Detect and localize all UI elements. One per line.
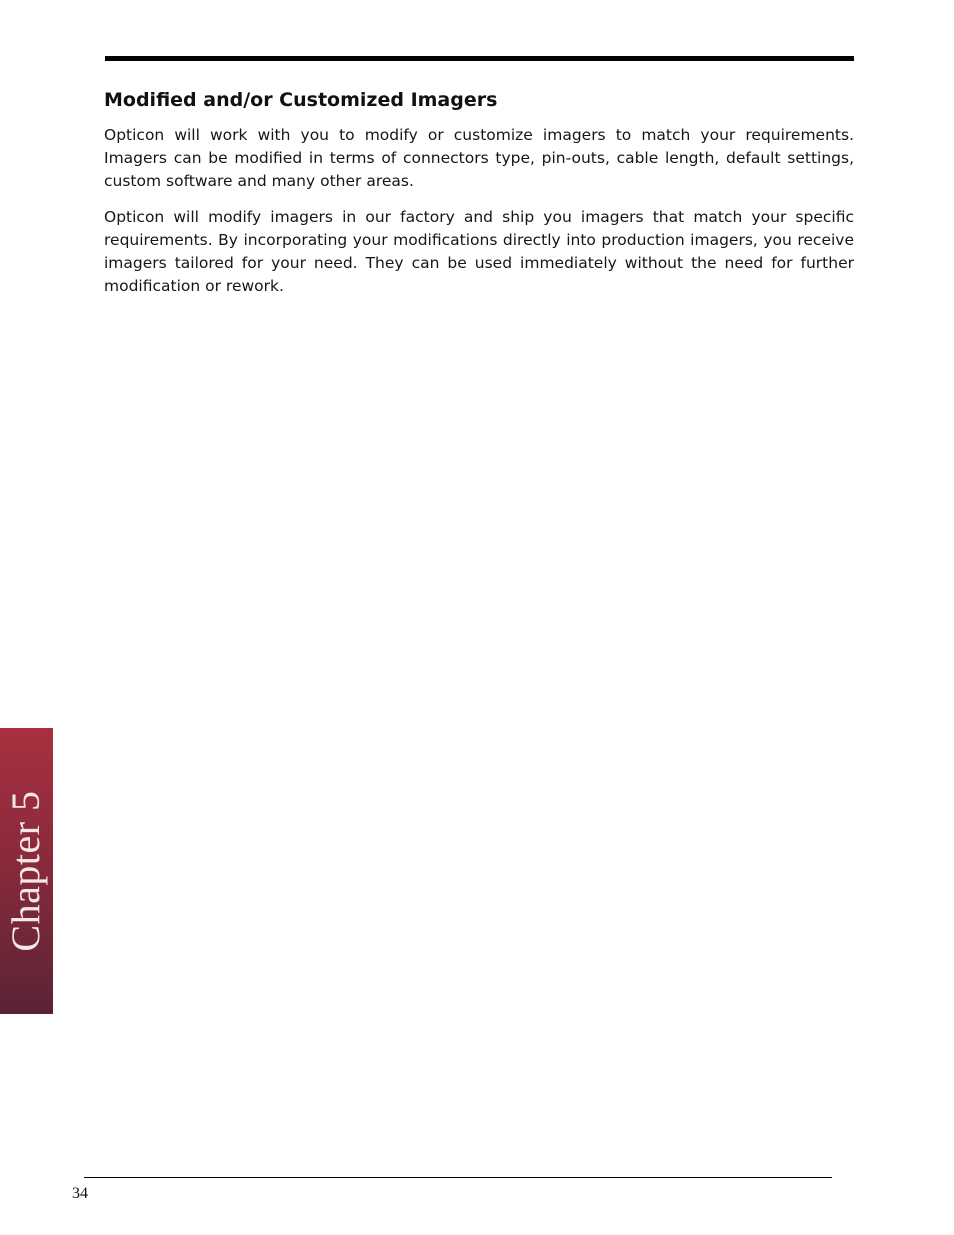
header-rule: [105, 56, 854, 61]
page-number: 34: [72, 1185, 88, 1202]
chapter-label: Chapter 5: [3, 790, 48, 952]
body-paragraph: Opticon will modify imagers in our factory and ship you imagers that match your specific requirements. By incorporating your modifications directly into production imagers, you receive imagers tailored for your need. They can be used immediately without the need for further modification or rework.: [104, 208, 854, 295]
section-title: Modified and/or Customized Imagers: [104, 89, 498, 111]
body-paragraph: Opticon will work with you to modify or customize imagers to match your requirements. Imagers can be modified in terms of connectors type, pin-outs, cable length, default settings, custom software and many other areas.: [104, 126, 854, 190]
footer-rule: [84, 1177, 832, 1178]
chapter-tab: [0, 728, 53, 1014]
